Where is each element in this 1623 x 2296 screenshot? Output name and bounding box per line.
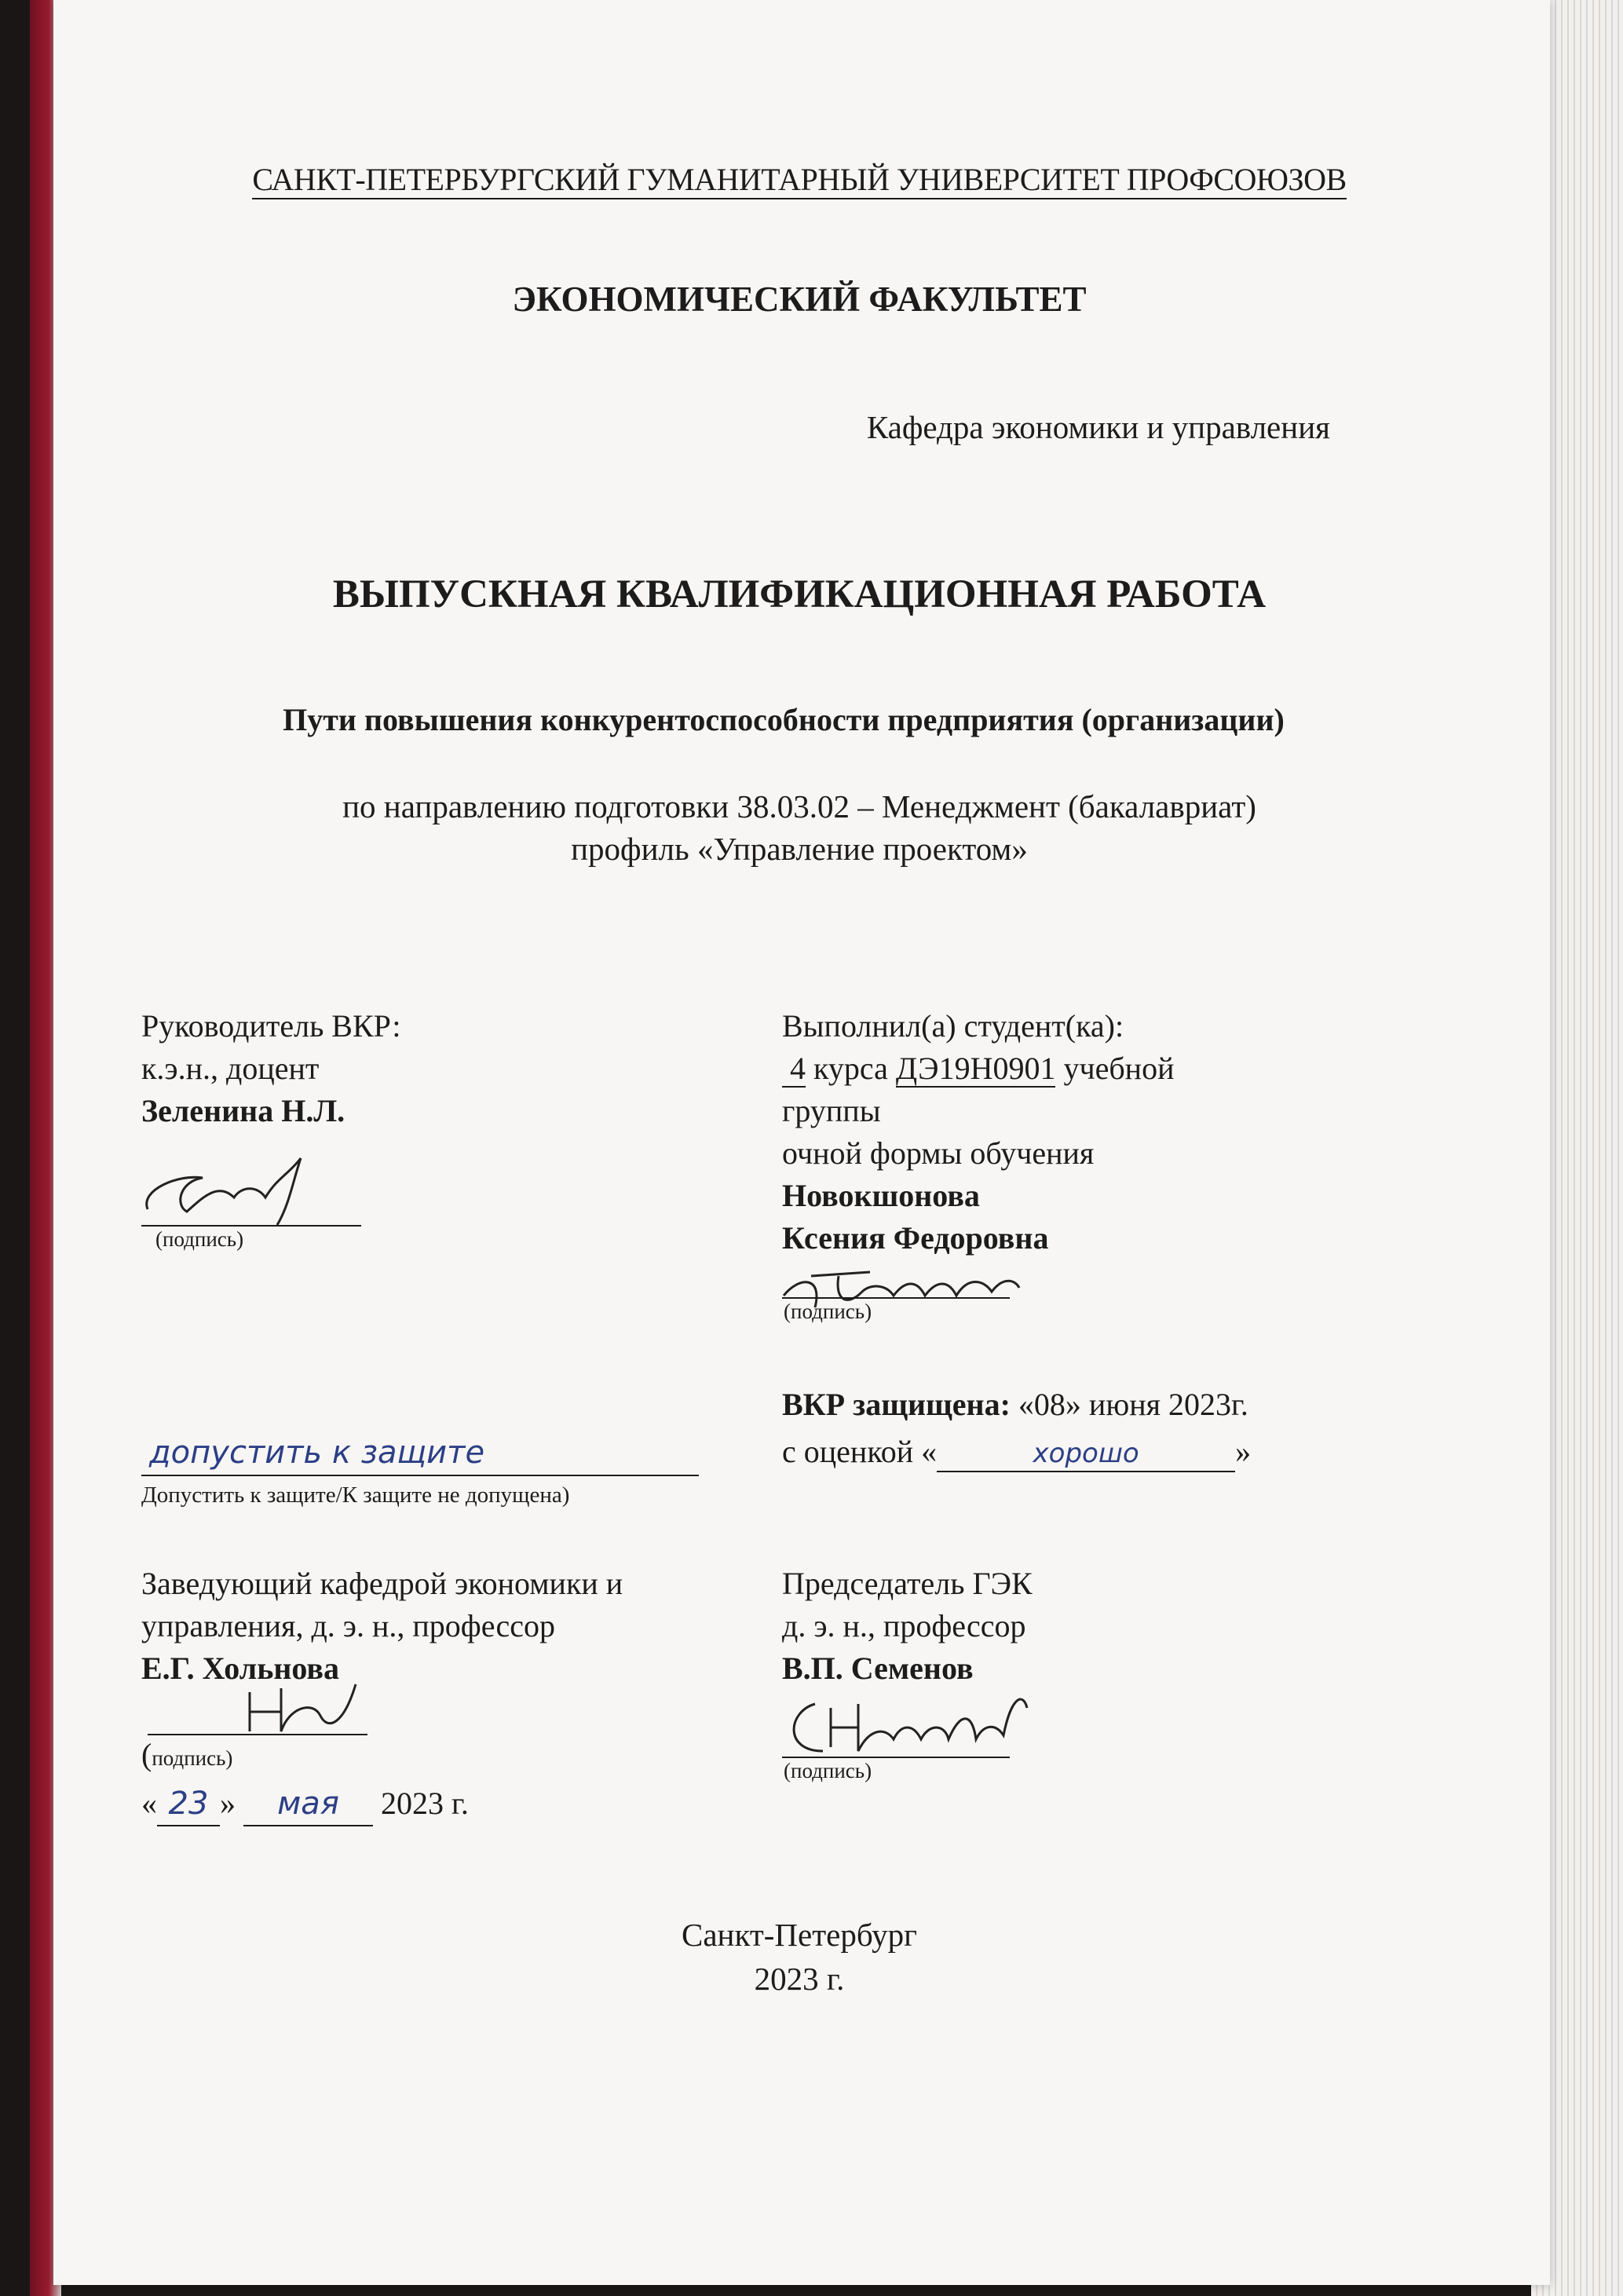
admission-handwritten: допустить к защите [141,1431,699,1476]
defense-date: «08» июня 2023г. [1018,1387,1248,1422]
publication-year: 2023 г. [754,1961,845,1997]
student-sign-caption: (подпись) [784,1300,872,1323]
supervisor-block [141,1005,401,1132]
supervisor-label: Руководитель ВКР: [141,1008,401,1044]
chairman-block [782,1563,1033,1690]
chairman-signature [776,1680,1035,1767]
chairman-title: Председатель ГЭК [782,1566,1033,1601]
student-course-number: 4 [782,1051,806,1088]
study-direction: по направлению подготовки 38.03.02 – Менеджмент (бакалавриат) [342,788,1256,824]
student-label: Выполнил(а) студент(ка): [782,1008,1124,1044]
head-signature [218,1676,375,1739]
head-title-line2: управления, д. э. н., профессор [141,1608,555,1643]
title-page [53,0,1550,2285]
student-given-name: Ксения Федоровна [782,1220,1049,1256]
supervisor-signature [132,1150,320,1229]
head-date-day: 23 [157,1782,220,1826]
study-profile: профиль «Управление проектом» [571,831,1028,867]
head-title-line1: Заведующий кафедрой экономики и [141,1566,623,1601]
student-block [782,1005,1175,1260]
defense-label: ВКР защищена: [782,1387,1011,1422]
head-sign-caption: подпись) [152,1746,233,1770]
defense-line [782,1384,1248,1426]
student-group-word: группы [782,1093,881,1128]
defense-grade-value: хорошо [937,1436,1235,1472]
head-of-department-block [141,1563,801,1690]
supervisor-sign-line [141,1225,361,1227]
chairman-name: В.П. Семенов [782,1651,974,1686]
head-date-month: мая [243,1782,373,1826]
university-name: САНКТ-ПЕТЕРБУРГСКИЙ ГУМАНИТАРНЫЙ УНИВЕРСИТЕТ ПРОФСОЮЗОВ [163,161,1435,198]
supervisor-degree: к.э.н., доцент [141,1051,320,1086]
city: Санкт-Петербург [682,1917,917,1953]
student-sign-line [782,1297,1010,1299]
defense-grade-line: с оценкой « хорошо » [782,1431,1251,1473]
student-study-form: очной формы обучения [782,1135,1095,1171]
admission-caption: Допустить к защите/К защите не допущена) [141,1483,570,1508]
supervisor-name: Зеленина Н.Л. [141,1093,345,1128]
chairman-sign-line [782,1757,1010,1758]
thesis-topic: Пути повышения конкурентоспособности предприятия (организации) [283,702,1285,737]
chairman-sign-caption: (подпись) [784,1759,872,1782]
faculty-name: ЭКОНОМИЧЕСКИЙ ФАКУЛЬТЕТ [512,280,1087,319]
head-name: Е.Г. Хольнова [141,1651,339,1686]
student-group-number: ДЭ19Н0901 [895,1051,1056,1086]
department-name: Кафедра экономики и управления [866,409,1330,445]
student-surname: Новокшонова [782,1178,980,1213]
head-date-line: « 23 » мая 2023 г. [141,1782,469,1826]
supervisor-sign-caption: (подпись) [155,1227,244,1251]
student-course-line: 4 курса ДЭ19Н0901 учебной [782,1047,1175,1090]
document-title: ВЫПУСКНАЯ КВАЛИФИКАЦИОННАЯ РАБОТА [332,572,1267,616]
head-sign-caption-line: (подпись) [141,1737,233,1772]
chairman-degree: д. э. н., профессор [782,1608,1026,1643]
